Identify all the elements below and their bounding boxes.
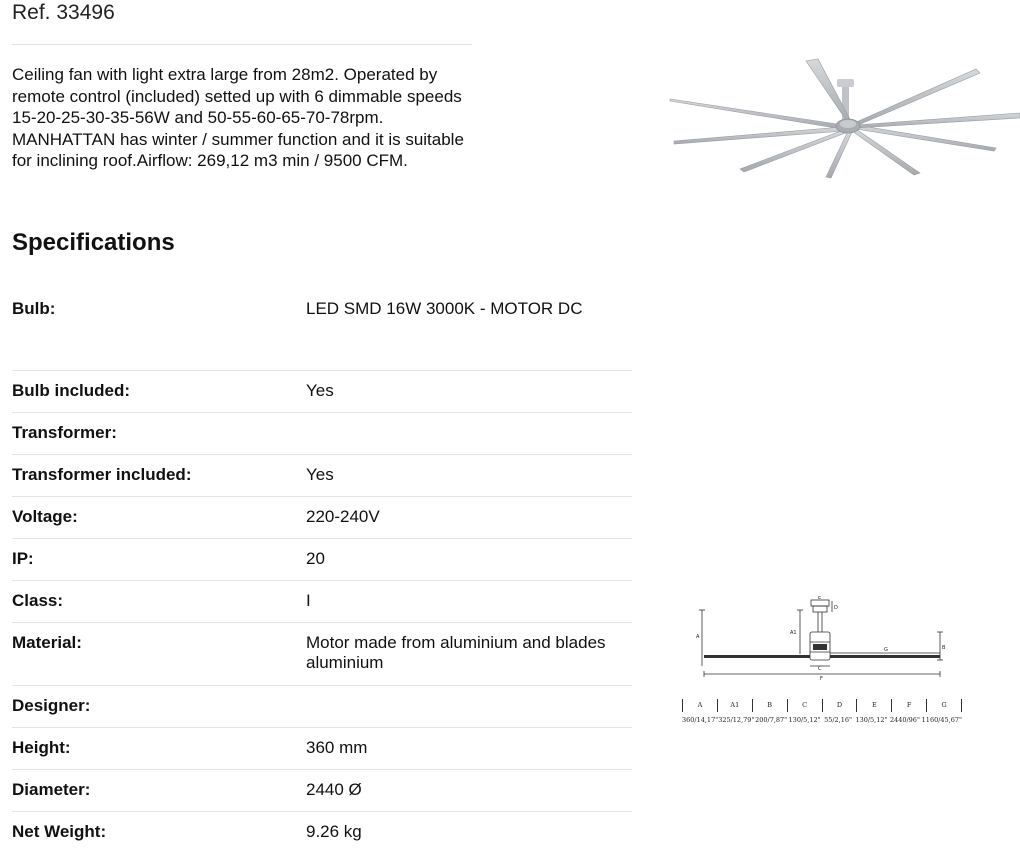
- spec-value: 9.26 kg: [306, 822, 362, 841]
- spec-row-transformer: [12, 413, 632, 455]
- spec-label: Class:: [12, 591, 64, 610]
- dimension-header-d: D: [822, 699, 857, 712]
- dimension-header-e: E: [856, 699, 891, 712]
- spec-row-ip: [12, 539, 632, 581]
- spec-row-bulb-included: [12, 371, 632, 413]
- spec-label: Transformer:: [12, 423, 117, 442]
- spec-label: Diameter:: [12, 780, 91, 799]
- spec-row-height: [12, 728, 632, 770]
- dimension-header-a1: A1: [717, 699, 752, 712]
- spec-value: [306, 423, 632, 454]
- fan-product-image: [666, 55, 1020, 185]
- spec-label: Bulb included:: [12, 381, 131, 400]
- dimension-value-a: 360/14,17": [682, 716, 719, 724]
- dimension-value-c: 130/5,12": [788, 716, 821, 724]
- dimension-label-b: B: [942, 645, 946, 651]
- product-description: Ceiling fan with light extra large from 28m2. Operated by remote control (included) setted up with 6 dimmable speeds 15-20-25-30-35-56W and 50-55-60-65-70-78rpm. MANHATTAN has winter / summer function and it is suitable for inclining roof.Airflow: 269,12 m3 min / 9500 CFM.: [12, 65, 464, 170]
- spec-label: Designer:: [12, 696, 91, 715]
- spec-value: 220-240V: [306, 507, 380, 526]
- dimension-label-g: G: [884, 647, 888, 653]
- spec-label: Height:: [12, 738, 71, 757]
- spec-row-bulb: [12, 287, 632, 371]
- dimension-table-header: [682, 699, 962, 712]
- product-reference: Ref. 33496: [12, 1, 115, 24]
- spec-value: Yes: [306, 381, 334, 400]
- spec-value: LED SMD 16W 3000K - MOTOR DC: [306, 299, 583, 318]
- reference-divider: [12, 44, 472, 45]
- dimension-value-b: 200/7,87": [755, 716, 788, 724]
- dimension-label-e: E: [818, 596, 822, 601]
- spec-label: IP:: [12, 549, 34, 568]
- specifications-table: [12, 287, 632, 854]
- dimension-label-d: D: [834, 605, 838, 611]
- dimension-value-e: 130/5,12": [855, 716, 888, 724]
- dimension-value-f: 2440/96": [889, 716, 920, 724]
- dimension-value-a1: 325/12,79": [718, 716, 755, 724]
- dimension-label-a1: A1: [790, 630, 797, 636]
- dimension-header-c: C: [787, 699, 822, 712]
- dimension-value-g: 1160/45,67": [921, 716, 963, 724]
- spec-row-diameter: [12, 770, 632, 812]
- dimension-header-g: G: [926, 699, 962, 712]
- spec-label: Bulb:: [12, 299, 56, 318]
- spec-row-transformer-included: [12, 455, 632, 497]
- spec-value: [306, 696, 632, 727]
- spec-value: Motor made from aluminium and blades aluminium: [306, 633, 606, 672]
- specifications-heading: Specifications: [12, 229, 175, 256]
- spec-label: Voltage:: [12, 507, 78, 526]
- spec-value: Yes: [306, 465, 334, 484]
- dimension-table-values: [682, 716, 962, 724]
- fan-dimension-drawing: [690, 596, 955, 686]
- dimension-label-a: A: [696, 634, 700, 640]
- spec-label: Net Weight:: [12, 822, 107, 841]
- spec-row-material: [12, 623, 632, 686]
- spec-row-designer: [12, 686, 632, 728]
- spec-value: 360 mm: [306, 738, 368, 757]
- dimension-header-b: B: [752, 699, 787, 712]
- spec-value: 20: [306, 549, 325, 568]
- dimension-table: [682, 699, 962, 724]
- spec-row-voltage: [12, 497, 632, 539]
- dimension-label-f: F: [820, 676, 823, 682]
- spec-row-net-weight: [12, 812, 632, 854]
- dimension-value-d: 55/2,16": [824, 716, 852, 724]
- dimension-label-c: C: [818, 666, 822, 672]
- dimension-header-f: F: [891, 699, 926, 712]
- spec-label: Material:: [12, 633, 82, 652]
- spec-label: Transformer included:: [12, 465, 192, 484]
- spec-row-class: [12, 581, 632, 623]
- spec-value: I: [306, 591, 311, 610]
- spec-value: 2440 Ø: [306, 780, 362, 799]
- dimension-header-a: A: [682, 699, 717, 712]
